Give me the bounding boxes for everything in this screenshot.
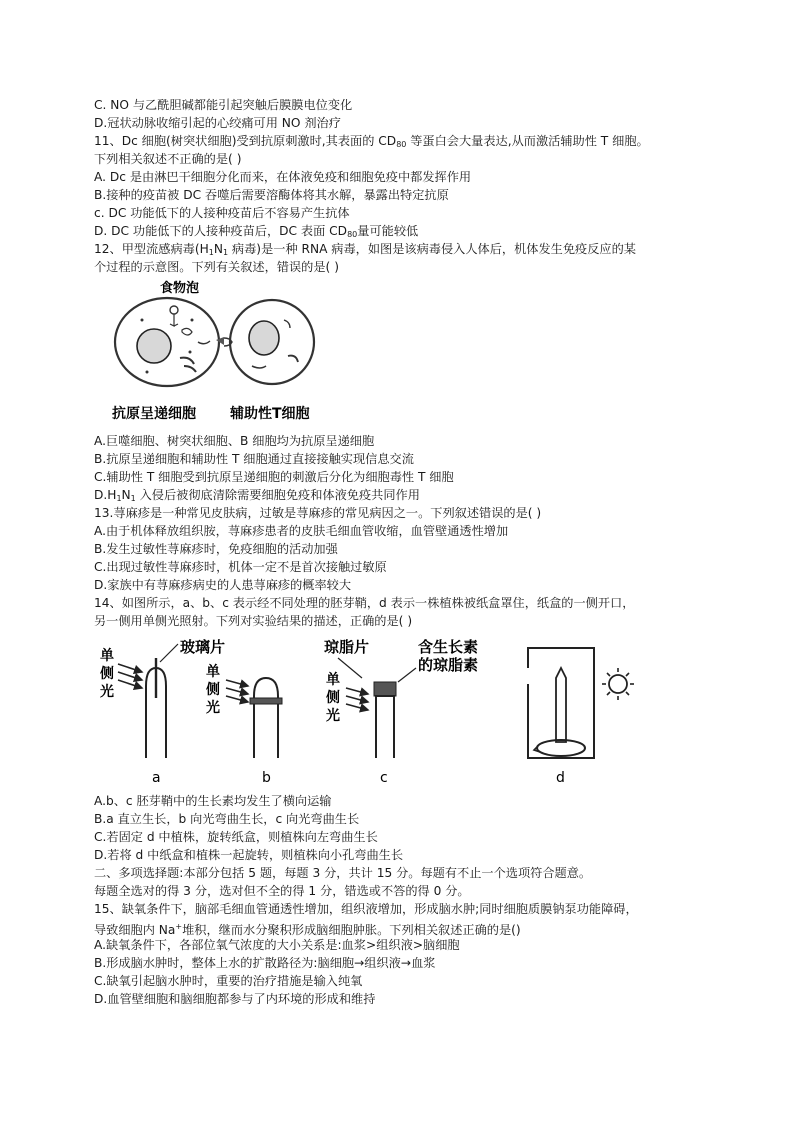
q12-stem-line1: 12、甲型流感病毒($H_1N_1$ 病毒)是一种 RNA 病毒，如图是该病毒侵入人体后，机体发生免疫反应的某: [94, 242, 636, 257]
svg-text:光: 光: [206, 700, 220, 716]
agar-label: 琼脂片: [324, 638, 370, 656]
coleoptile-c: [324, 638, 478, 786]
auxin-agar-block: [374, 682, 396, 696]
q15-stem-line1: 15、缺氧条件下，脑部毛细血管通透性增加，组织液增加，形成脑水肿;同时细胞质膜钠泵功能障碍，: [94, 902, 638, 916]
q15-option-d: D.血管壁细胞和脑细胞都参与了内环境的形成和维持: [94, 992, 376, 1006]
plant-in-box-d: [528, 648, 634, 786]
q13-option-a: A.由于机体释放组织胺，荨麻疹患者的皮肤毛细血管收缩，血管壁通透性增加: [94, 524, 509, 538]
th-cell-label: 辅助性T细胞: [230, 406, 310, 422]
light-label-a-1: 单: [100, 648, 114, 664]
coleoptile-diagram: [98, 638, 658, 788]
q11-stem-line2: 下列相关叙述不正确的是( ): [94, 152, 242, 166]
auxin-agar-label-1: 含生长素: [418, 638, 479, 656]
q11-option-d: D. DC 功能低下的人接种疫苗后，DC 表面 $CD_{80}$量可能较低: [94, 224, 419, 239]
q13-option-b: B.发生过敏性荨麻疹时，免疫细胞的活动加强: [94, 542, 338, 556]
q15-stem-line2: 导致细胞内 Na+堆积，继而水分聚积形成脑细胞肿胀。下列相关叙述正确的是(): [94, 922, 521, 937]
q14-option-a: A.b、c 胚芽鞘中的生长素均发生了横向运输: [94, 794, 332, 808]
coleoptile-b: [205, 663, 282, 786]
apc-label: 抗原呈递细胞: [112, 406, 196, 422]
q14-option-c: C.若固定 d 中植株，旋转纸盒，则植株向左弯曲生长: [94, 830, 378, 844]
q13-option-d: D.家族中有荨麻疹病史的人患荨麻疹的概率较大: [94, 578, 352, 592]
antigen-presentation-diagram: [112, 280, 342, 430]
label-d: d: [556, 770, 565, 786]
q12-stem-line2: 个过程的示意图。下列有关叙述，错误的是( ): [94, 260, 339, 274]
q14-figure-coleoptiles: [98, 638, 658, 788]
q15-option-c: C.缺氧引起脑水肿时，重要的治疗措施是输入纯氧: [94, 974, 363, 988]
q10-option-c: C. NO 与乙酰胆碱都能引起突触后膜膜电位变化: [94, 98, 353, 112]
label-c: c: [380, 770, 388, 786]
q12-option-c: C.辅助性 T 细胞受到抗原呈递细胞的刺激后分化为细胞毒性 T 细胞: [94, 470, 454, 484]
q12-option-a: A.巨噬细胞、树突状细胞、B 细胞均为抗原呈递细胞: [94, 434, 375, 448]
q12-option-b: B.抗原呈递细胞和辅助性 T 细胞通过直接接触实现信息交流: [94, 452, 414, 466]
plant: [556, 668, 566, 742]
q12-figure-antigen-presentation: [112, 280, 342, 430]
glass-label: 玻璃片: [180, 638, 226, 656]
q15-option-a: A.缺氧条件下，各部位氧气浓度的大小关系是:血浆>组织液>脑细胞: [94, 938, 460, 952]
q12-option-d: $D.H_1N_1$ 入侵后被彻底清除需要细胞免疫和体液免疫共同作用: [94, 488, 420, 503]
svg-text:侧: 侧: [326, 690, 340, 706]
q11-option-c: c. DC 功能低下的人接种疫苗后不容易产生抗体: [94, 206, 350, 220]
agar-slice: [250, 698, 282, 704]
section2-heading: 二、多项选择题:本部分包括 5 题，每题 3 分，共计 15 分。每题有不止一个选项符合题意。: [94, 866, 592, 880]
q14-stem-line1: 14、如图所示，a、b、c 表示经不同处理的胚芽鞘，d 表示一株植株被纸盒罩住，纸盒的一侧开口，: [94, 596, 635, 610]
q11-stem-line1: 11、Dc 细胞(树突状细胞)受到抗原刺激时,其表面的 $CD_{80}$ 等蛋白会大量表达,从而激活辅助性 T 细胞。: [94, 134, 649, 149]
food-vacuole-label: 食物泡: [160, 281, 200, 296]
auxin-agar-label-2: 的琼脂素: [418, 656, 479, 674]
q10-option-d: D.冠状动脉收缩引起的心绞痛可用 NO 剂治疗: [94, 116, 341, 130]
exam-page: [94, 96, 714, 1008]
sun-icon: [609, 675, 627, 693]
q15-option-b: B.形成脑水肿时，整体上水的扩散路径为:脑细胞→组织液→血浆: [94, 956, 436, 970]
svg-text:单: 单: [326, 672, 340, 688]
section2-scoring: 每题全选对的得 3 分，选对但不全的得 1 分，错选或不答的得 0 分。: [94, 884, 470, 898]
q14-stem-line2: 另一侧用单侧光照射。下列对实验结果的描述，正确的是( ): [94, 614, 413, 628]
light-label-a-2: 侧: [100, 666, 114, 682]
svg-text:侧: 侧: [206, 682, 220, 698]
label-b: b: [262, 770, 271, 786]
q11-option-a: A. Dc 是由淋巴干细胞分化而来，在体液免疫和细胞免疫中都发挥作用: [94, 170, 472, 184]
svg-text:光: 光: [326, 708, 340, 724]
light-label-a-3: 光: [100, 684, 114, 700]
apc-nucleus: [137, 329, 171, 363]
q14-option-b: B.a 直立生长，b 向光弯曲生长，c 向光弯曲生长: [94, 812, 360, 826]
svg-text:单: 单: [206, 664, 220, 680]
q13-option-c: C.出现过敏性荨麻疹时，机体一定不是首次接触过敏原: [94, 560, 387, 574]
q13-stem: 13.荨麻疹是一种常见皮肤病，过敏是荨麻疹的常见病因之一。下列叙述错误的是( ): [94, 506, 542, 520]
th-nucleus: [249, 321, 279, 355]
label-a: a: [152, 770, 161, 786]
food-vacuole: [170, 306, 178, 314]
q11-option-b: B.接种的疫苗被 DC 吞噬后需要溶酶体将其水解，暴露出特定抗原: [94, 188, 449, 202]
q14-option-d: D.若将 d 中纸盒和植株一起旋转，则植株向小孔弯曲生长: [94, 848, 404, 862]
